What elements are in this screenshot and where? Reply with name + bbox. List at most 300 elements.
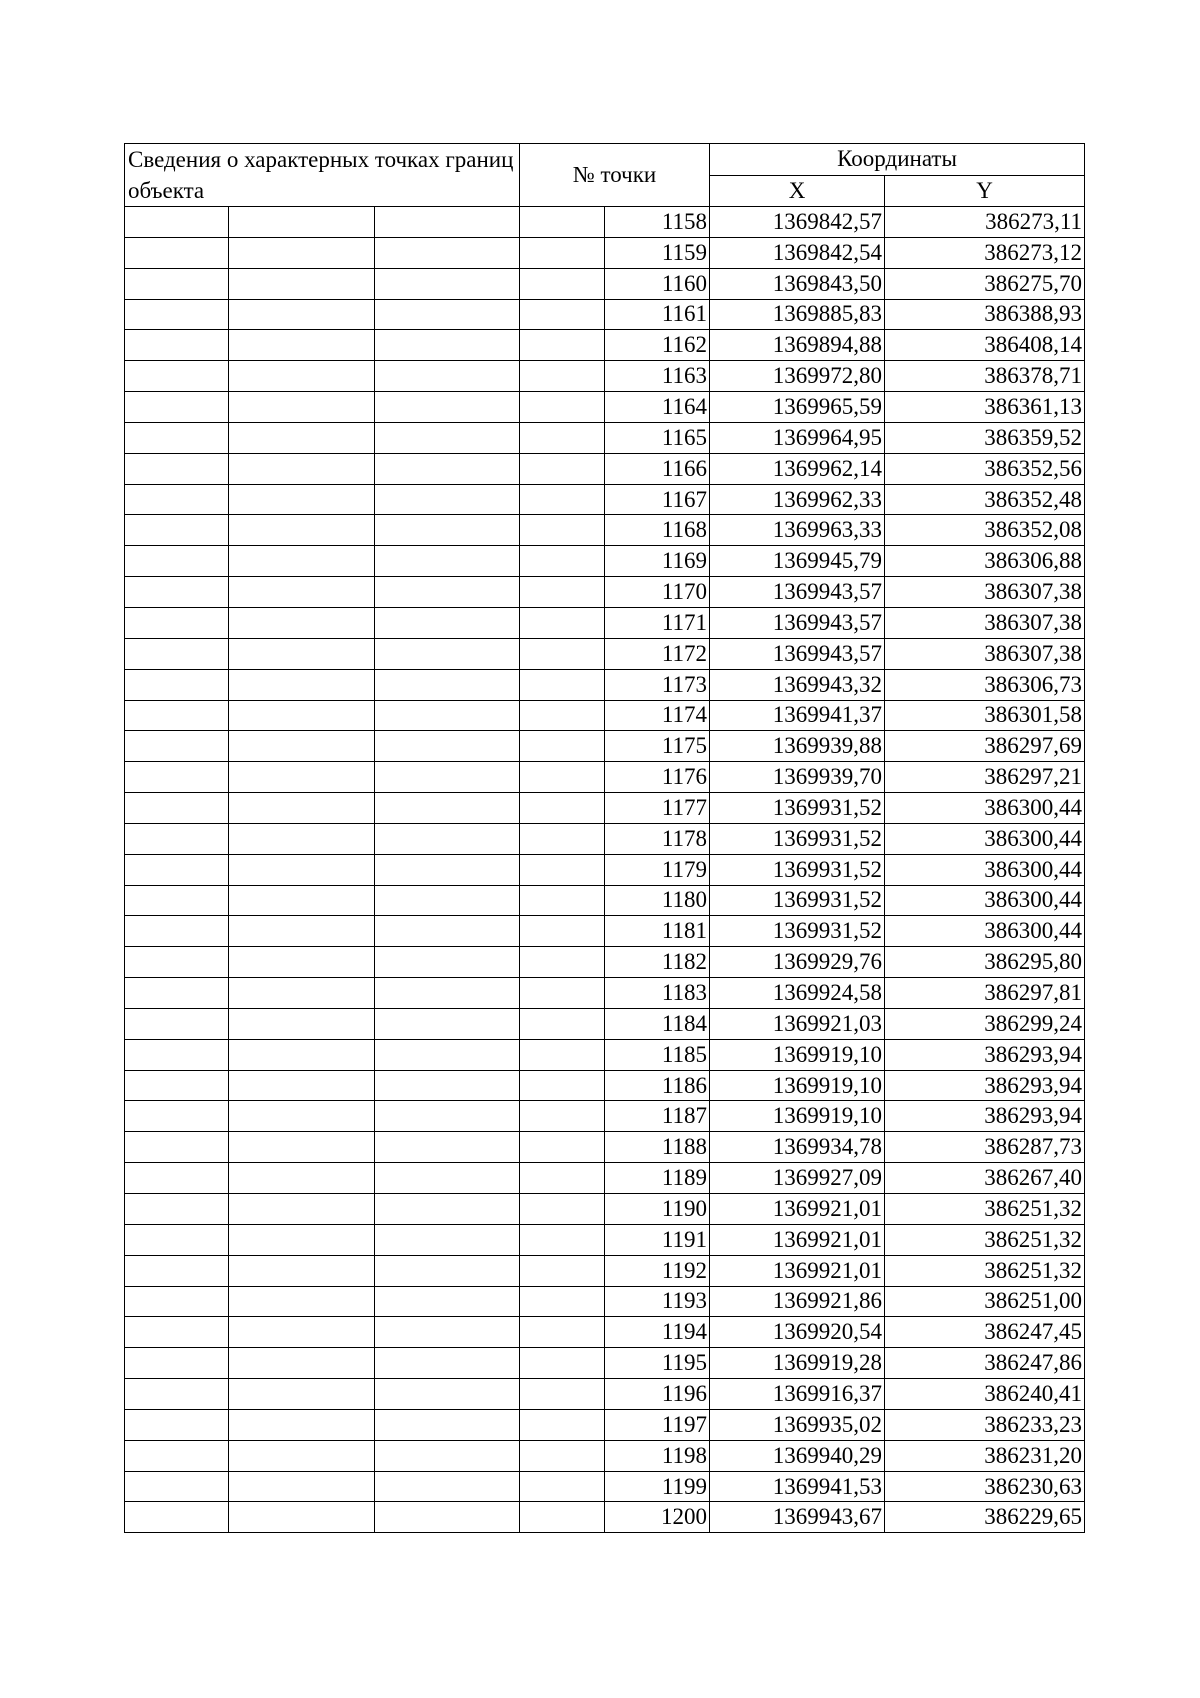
y-coordinate-cell: 386300,44: [885, 916, 1085, 947]
empty-cell: [375, 207, 520, 238]
empty-cell: [375, 1039, 520, 1070]
x-coordinate-cell: 1369963,33: [710, 515, 885, 546]
y-coordinate-cell: 386306,88: [885, 546, 1085, 577]
empty-cell: [520, 330, 605, 361]
empty-cell: [125, 731, 229, 762]
empty-cell: [229, 1163, 375, 1194]
empty-cell: [229, 330, 375, 361]
empty-cell: [125, 607, 229, 638]
y-coordinate-cell: 386301,58: [885, 700, 1085, 731]
point-number-header: № точки: [520, 144, 710, 207]
empty-cell: [229, 1409, 375, 1440]
empty-cell: [125, 361, 229, 392]
empty-cell: [229, 1471, 375, 1502]
table-row: [125, 392, 1085, 423]
point-number-cell: 1195: [605, 1348, 710, 1379]
x-coordinate-cell: 1369921,86: [710, 1286, 885, 1317]
x-coordinate-cell: 1369965,59: [710, 392, 885, 423]
empty-cell: [229, 1194, 375, 1225]
table-row: [125, 1132, 1085, 1163]
empty-cell: [229, 1286, 375, 1317]
empty-cell: [520, 268, 605, 299]
table-row: [125, 1286, 1085, 1317]
empty-cell: [375, 422, 520, 453]
table-row: [125, 515, 1085, 546]
y-coordinate-cell: 386307,38: [885, 607, 1085, 638]
point-number-cell: 1165: [605, 422, 710, 453]
empty-cell: [125, 1440, 229, 1471]
table-row: [125, 669, 1085, 700]
empty-cell: [375, 453, 520, 484]
table-row: [125, 237, 1085, 268]
empty-cell: [520, 1194, 605, 1225]
empty-cell: [520, 1163, 605, 1194]
table-row: [125, 700, 1085, 731]
empty-cell: [520, 1070, 605, 1101]
y-coordinate-cell: 386408,14: [885, 330, 1085, 361]
empty-cell: [375, 669, 520, 700]
y-coordinate-cell: 386293,94: [885, 1070, 1085, 1101]
empty-cell: [520, 669, 605, 700]
empty-cell: [125, 1224, 229, 1255]
empty-cell: [125, 546, 229, 577]
table-row: [125, 577, 1085, 608]
empty-cell: [520, 515, 605, 546]
x-coordinate-cell: 1369919,10: [710, 1039, 885, 1070]
empty-cell: [229, 1379, 375, 1410]
empty-cell: [125, 854, 229, 885]
empty-cell: [125, 453, 229, 484]
y-coordinate-cell: 386300,44: [885, 854, 1085, 885]
empty-cell: [520, 916, 605, 947]
empty-cell: [229, 947, 375, 978]
y-coordinate-cell: 386361,13: [885, 392, 1085, 423]
empty-cell: [229, 731, 375, 762]
empty-cell: [520, 1101, 605, 1132]
point-number-cell: 1173: [605, 669, 710, 700]
table-row: [125, 793, 1085, 824]
empty-cell: [520, 1317, 605, 1348]
table-row: [125, 731, 1085, 762]
empty-cell: [375, 1440, 520, 1471]
empty-cell: [375, 1132, 520, 1163]
empty-cell: [229, 700, 375, 731]
point-number-cell: 1167: [605, 484, 710, 515]
point-number-cell: 1178: [605, 823, 710, 854]
empty-cell: [520, 577, 605, 608]
empty-cell: [520, 392, 605, 423]
y-coordinate-cell: 386240,41: [885, 1379, 1085, 1410]
empty-cell: [125, 422, 229, 453]
y-coordinate-cell: 386287,73: [885, 1132, 1085, 1163]
empty-cell: [375, 638, 520, 669]
empty-cell: [375, 1471, 520, 1502]
empty-cell: [375, 700, 520, 731]
y-coordinate-cell: 386297,21: [885, 762, 1085, 793]
empty-cell: [125, 1008, 229, 1039]
empty-cell: [375, 392, 520, 423]
empty-cell: [229, 1039, 375, 1070]
x-coordinate-cell: 1369842,57: [710, 207, 885, 238]
empty-cell: [229, 546, 375, 577]
table-row: [125, 1317, 1085, 1348]
x-coordinate-cell: 1369935,02: [710, 1409, 885, 1440]
y-coordinate-cell: 386300,44: [885, 885, 1085, 916]
empty-cell: [229, 762, 375, 793]
empty-cell: [229, 638, 375, 669]
table-row: [125, 484, 1085, 515]
point-number-cell: 1193: [605, 1286, 710, 1317]
empty-cell: [125, 1379, 229, 1410]
empty-cell: [520, 1255, 605, 1286]
empty-cell: [229, 299, 375, 330]
x-coordinate-cell: 1369919,10: [710, 1070, 885, 1101]
point-number-cell: 1159: [605, 237, 710, 268]
point-number-cell: 1158: [605, 207, 710, 238]
empty-cell: [375, 361, 520, 392]
table-row: [125, 268, 1085, 299]
point-number-cell: 1198: [605, 1440, 710, 1471]
point-number-cell: 1196: [605, 1379, 710, 1410]
table-row: [125, 1070, 1085, 1101]
empty-cell: [375, 1008, 520, 1039]
empty-cell: [229, 1070, 375, 1101]
empty-cell: [520, 1039, 605, 1070]
empty-cell: [229, 392, 375, 423]
empty-cell: [229, 1502, 375, 1533]
x-coordinate-cell: 1369843,50: [710, 268, 885, 299]
table-row: [125, 299, 1085, 330]
x-coordinate-cell: 1369929,76: [710, 947, 885, 978]
coordinates-table: [124, 143, 1085, 1533]
table-row: [125, 1194, 1085, 1225]
empty-cell: [375, 299, 520, 330]
x-coordinate-cell: 1369945,79: [710, 546, 885, 577]
empty-cell: [229, 484, 375, 515]
empty-cell: [229, 1224, 375, 1255]
point-number-cell: 1183: [605, 978, 710, 1009]
empty-cell: [520, 700, 605, 731]
y-coordinate-cell: 386293,94: [885, 1039, 1085, 1070]
empty-cell: [520, 484, 605, 515]
empty-cell: [520, 299, 605, 330]
empty-cell: [229, 515, 375, 546]
point-number-cell: 1199: [605, 1471, 710, 1502]
point-number-cell: 1188: [605, 1132, 710, 1163]
empty-cell: [125, 947, 229, 978]
empty-cell: [520, 638, 605, 669]
x-coordinate-cell: 1369916,37: [710, 1379, 885, 1410]
table-row: [125, 762, 1085, 793]
empty-cell: [229, 885, 375, 916]
x-coordinate-cell: 1369842,54: [710, 237, 885, 268]
table-row: [125, 1101, 1085, 1132]
point-number-cell: 1181: [605, 916, 710, 947]
empty-cell: [125, 268, 229, 299]
table-row: [125, 854, 1085, 885]
x-coordinate-cell: 1369931,52: [710, 885, 885, 916]
empty-cell: [375, 1317, 520, 1348]
table-row: [125, 1409, 1085, 1440]
empty-cell: [375, 607, 520, 638]
empty-cell: [125, 1317, 229, 1348]
x-coordinate-cell: 1369921,01: [710, 1194, 885, 1225]
point-number-cell: 1172: [605, 638, 710, 669]
empty-cell: [125, 885, 229, 916]
empty-cell: [375, 762, 520, 793]
table-row: [125, 546, 1085, 577]
table-row: [125, 823, 1085, 854]
y-coordinate-cell: 386231,20: [885, 1440, 1085, 1471]
y-coordinate-cell: 386307,38: [885, 577, 1085, 608]
empty-cell: [125, 1039, 229, 1070]
empty-cell: [125, 669, 229, 700]
empty-cell: [520, 1471, 605, 1502]
y-coordinate-cell: 386251,32: [885, 1194, 1085, 1225]
x-coordinate-cell: 1369921,01: [710, 1224, 885, 1255]
empty-cell: [375, 237, 520, 268]
empty-cell: [229, 422, 375, 453]
point-number-cell: 1170: [605, 577, 710, 608]
empty-cell: [125, 823, 229, 854]
table-row: [125, 1039, 1085, 1070]
point-number-cell: 1176: [605, 762, 710, 793]
empty-cell: [125, 330, 229, 361]
empty-cell: [520, 361, 605, 392]
table-row: [125, 361, 1085, 392]
point-number-cell: 1160: [605, 268, 710, 299]
table-row: [125, 1379, 1085, 1410]
table-row: [125, 947, 1085, 978]
empty-cell: [229, 669, 375, 700]
y-coordinate-cell: 386307,38: [885, 638, 1085, 669]
point-number-cell: 1180: [605, 885, 710, 916]
point-number-cell: 1162: [605, 330, 710, 361]
y-coordinate-cell: 386229,65: [885, 1502, 1085, 1533]
x-coordinate-cell: 1369941,53: [710, 1471, 885, 1502]
empty-cell: [375, 1163, 520, 1194]
empty-cell: [229, 916, 375, 947]
y-coordinate-cell: 386251,32: [885, 1255, 1085, 1286]
x-coordinate-cell: 1369919,28: [710, 1348, 885, 1379]
point-number-cell: 1177: [605, 793, 710, 824]
empty-cell: [375, 546, 520, 577]
empty-cell: [125, 1194, 229, 1225]
y-coordinate-cell: 386230,63: [885, 1471, 1085, 1502]
y-coordinate-cell: 386299,24: [885, 1008, 1085, 1039]
point-number-cell: 1197: [605, 1409, 710, 1440]
y-coordinate-cell: 386352,08: [885, 515, 1085, 546]
table-row: [125, 1224, 1085, 1255]
coordinates-header: Координаты: [710, 144, 1085, 176]
empty-cell: [375, 854, 520, 885]
point-number-cell: 1166: [605, 453, 710, 484]
y-header: Y: [885, 175, 1085, 207]
empty-cell: [520, 237, 605, 268]
x-coordinate-cell: 1369962,14: [710, 453, 885, 484]
empty-cell: [375, 1409, 520, 1440]
empty-cell: [520, 762, 605, 793]
empty-cell: [229, 361, 375, 392]
y-coordinate-cell: 386300,44: [885, 793, 1085, 824]
point-number-cell: 1184: [605, 1008, 710, 1039]
point-number-cell: 1192: [605, 1255, 710, 1286]
x-coordinate-cell: 1369921,03: [710, 1008, 885, 1039]
table-row: [125, 638, 1085, 669]
x-coordinate-cell: 1369931,52: [710, 854, 885, 885]
table-row: [125, 330, 1085, 361]
empty-cell: [229, 1101, 375, 1132]
empty-cell: [520, 1440, 605, 1471]
empty-cell: [375, 885, 520, 916]
x-coordinate-cell: 1369927,09: [710, 1163, 885, 1194]
empty-cell: [520, 1409, 605, 1440]
point-number-cell: 1189: [605, 1163, 710, 1194]
point-number-cell: 1179: [605, 854, 710, 885]
point-number-cell: 1164: [605, 392, 710, 423]
table-row: [125, 1440, 1085, 1471]
x-coordinate-cell: 1369924,58: [710, 978, 885, 1009]
empty-cell: [520, 1224, 605, 1255]
y-coordinate-cell: 386275,70: [885, 268, 1085, 299]
empty-cell: [520, 1348, 605, 1379]
point-number-cell: 1163: [605, 361, 710, 392]
x-coordinate-cell: 1369919,10: [710, 1101, 885, 1132]
y-coordinate-cell: 386359,52: [885, 422, 1085, 453]
empty-cell: [375, 793, 520, 824]
empty-cell: [375, 330, 520, 361]
y-coordinate-cell: 386251,00: [885, 1286, 1085, 1317]
empty-cell: [520, 947, 605, 978]
empty-cell: [520, 1379, 605, 1410]
x-coordinate-cell: 1369943,32: [710, 669, 885, 700]
x-coordinate-cell: 1369943,67: [710, 1502, 885, 1533]
empty-cell: [125, 638, 229, 669]
empty-cell: [520, 546, 605, 577]
empty-cell: [125, 577, 229, 608]
table-row: [125, 422, 1085, 453]
empty-cell: [229, 1317, 375, 1348]
empty-cell: [520, 422, 605, 453]
empty-cell: [229, 854, 375, 885]
empty-cell: [375, 1224, 520, 1255]
x-coordinate-cell: 1369964,95: [710, 422, 885, 453]
empty-cell: [229, 237, 375, 268]
empty-cell: [375, 1070, 520, 1101]
empty-cell: [520, 978, 605, 1009]
empty-cell: [520, 453, 605, 484]
x-coordinate-cell: 1369939,70: [710, 762, 885, 793]
x-coordinate-cell: 1369962,33: [710, 484, 885, 515]
table-row: [125, 1348, 1085, 1379]
empty-cell: [229, 978, 375, 1009]
point-number-cell: 1194: [605, 1317, 710, 1348]
point-number-cell: 1169: [605, 546, 710, 577]
y-coordinate-cell: 386297,81: [885, 978, 1085, 1009]
x-coordinate-cell: 1369940,29: [710, 1440, 885, 1471]
table-row: [125, 1502, 1085, 1533]
point-number-cell: 1185: [605, 1039, 710, 1070]
empty-cell: [375, 731, 520, 762]
empty-cell: [520, 1286, 605, 1317]
x-coordinate-cell: 1369931,52: [710, 916, 885, 947]
x-coordinate-cell: 1369931,52: [710, 793, 885, 824]
point-number-cell: 1187: [605, 1101, 710, 1132]
point-number-cell: 1175: [605, 731, 710, 762]
empty-cell: [375, 577, 520, 608]
x-coordinate-cell: 1369894,88: [710, 330, 885, 361]
point-number-cell: 1171: [605, 607, 710, 638]
empty-cell: [229, 1440, 375, 1471]
table-row: [125, 978, 1085, 1009]
y-coordinate-cell: 386251,32: [885, 1224, 1085, 1255]
empty-cell: [520, 854, 605, 885]
y-coordinate-cell: 386233,23: [885, 1409, 1085, 1440]
empty-cell: [375, 1194, 520, 1225]
y-coordinate-cell: 386295,80: [885, 947, 1085, 978]
y-coordinate-cell: 386352,48: [885, 484, 1085, 515]
empty-cell: [125, 1132, 229, 1163]
empty-cell: [520, 607, 605, 638]
empty-cell: [375, 1379, 520, 1410]
empty-cell: [125, 1070, 229, 1101]
table-row: [125, 885, 1085, 916]
point-number-cell: 1168: [605, 515, 710, 546]
y-coordinate-cell: 386378,71: [885, 361, 1085, 392]
empty-cell: [125, 207, 229, 238]
point-number-cell: 1174: [605, 700, 710, 731]
x-coordinate-cell: 1369934,78: [710, 1132, 885, 1163]
x-coordinate-cell: 1369931,52: [710, 823, 885, 854]
empty-cell: [520, 1008, 605, 1039]
x-coordinate-cell: 1369941,37: [710, 700, 885, 731]
empty-cell: [375, 978, 520, 1009]
empty-cell: [229, 1132, 375, 1163]
table-row: [125, 1008, 1085, 1039]
x-coordinate-cell: 1369943,57: [710, 638, 885, 669]
empty-cell: [229, 453, 375, 484]
empty-cell: [520, 823, 605, 854]
x-header: X: [710, 175, 885, 207]
empty-cell: [229, 1348, 375, 1379]
table-row: [125, 916, 1085, 947]
empty-cell: [125, 916, 229, 947]
empty-cell: [229, 1255, 375, 1286]
y-coordinate-cell: 386267,40: [885, 1163, 1085, 1194]
x-coordinate-cell: 1369943,57: [710, 577, 885, 608]
y-coordinate-cell: 386293,94: [885, 1101, 1085, 1132]
point-number-cell: 1200: [605, 1502, 710, 1533]
x-coordinate-cell: 1369972,80: [710, 361, 885, 392]
empty-cell: [125, 237, 229, 268]
empty-cell: [125, 515, 229, 546]
y-coordinate-cell: 386247,86: [885, 1348, 1085, 1379]
empty-cell: [375, 947, 520, 978]
empty-cell: [229, 268, 375, 299]
table-row: [125, 1163, 1085, 1194]
empty-cell: [229, 577, 375, 608]
empty-cell: [375, 1502, 520, 1533]
empty-cell: [125, 1101, 229, 1132]
point-number-cell: 1190: [605, 1194, 710, 1225]
x-coordinate-cell: 1369885,83: [710, 299, 885, 330]
empty-cell: [520, 731, 605, 762]
empty-cell: [125, 793, 229, 824]
x-coordinate-cell: 1369939,88: [710, 731, 885, 762]
empty-cell: [125, 1286, 229, 1317]
empty-cell: [229, 607, 375, 638]
empty-cell: [520, 1132, 605, 1163]
